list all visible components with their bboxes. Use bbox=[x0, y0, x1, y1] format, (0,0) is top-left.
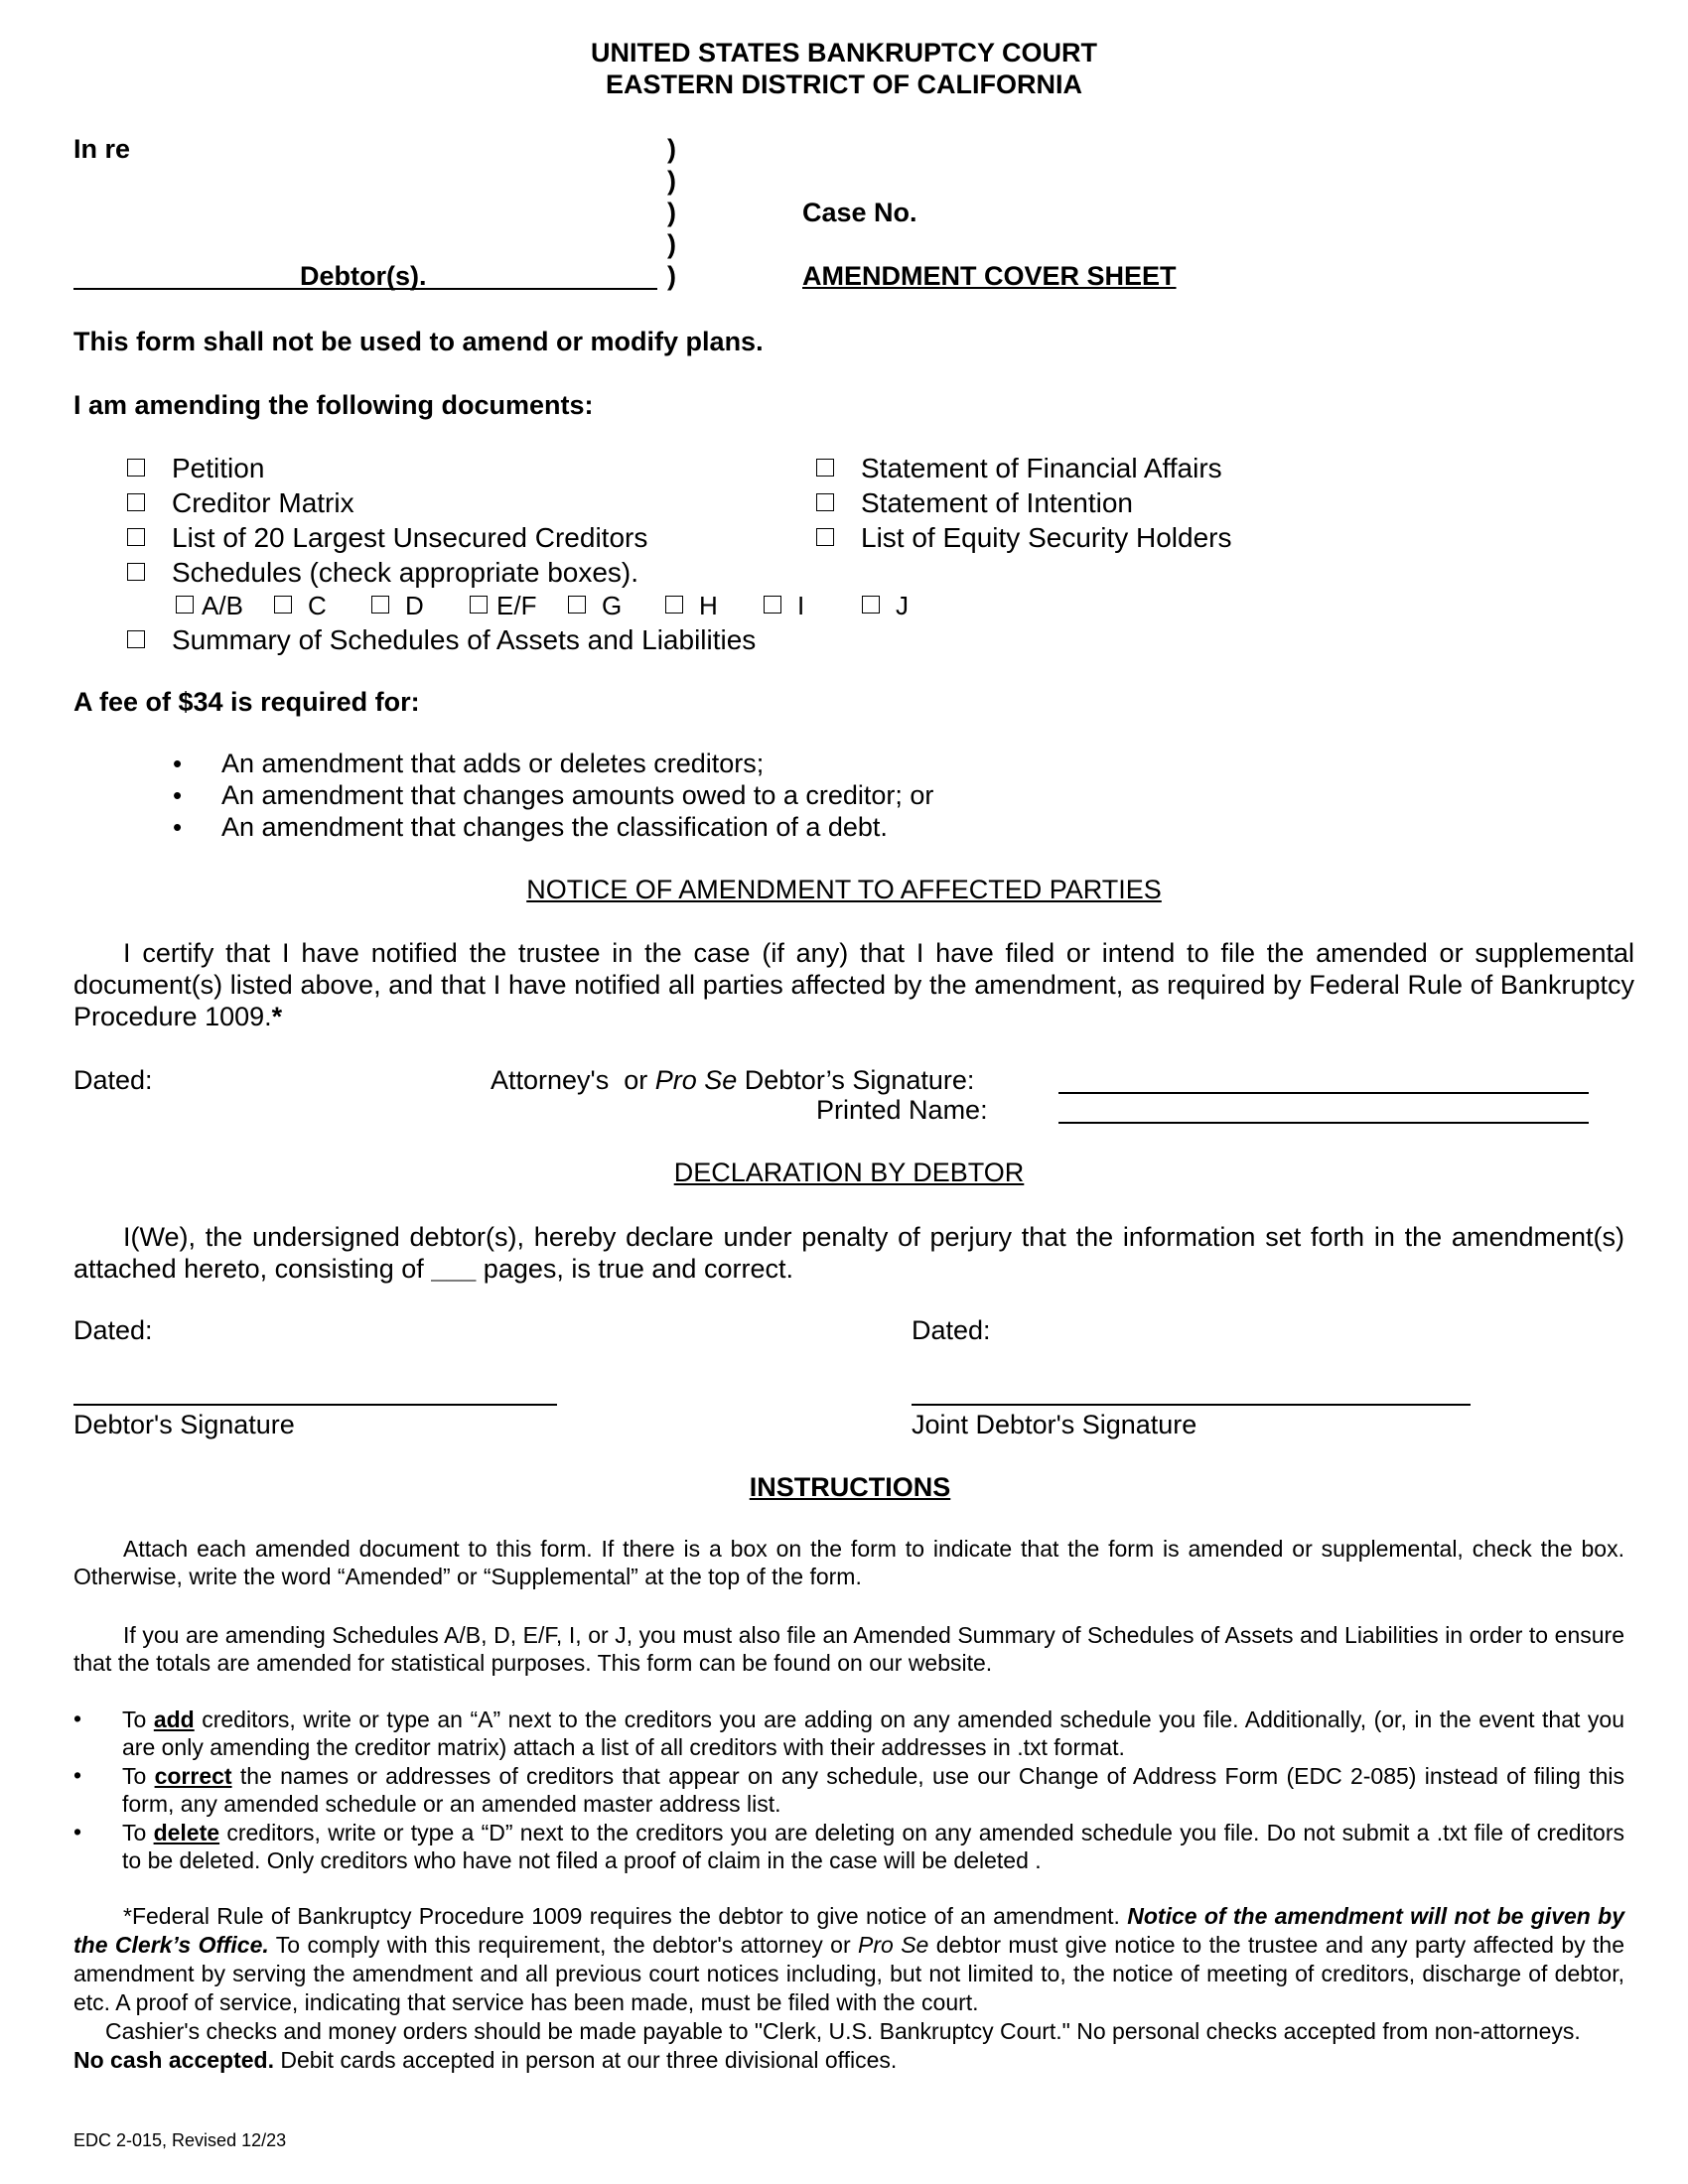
equity-holders-checkbox[interactable] bbox=[816, 528, 834, 546]
notice-body bbox=[73, 937, 1634, 1032]
debtor-dated-label: Dated: bbox=[73, 1315, 153, 1345]
schedule-ab-checkbox[interactable] bbox=[176, 596, 194, 614]
signature-label bbox=[491, 1065, 974, 1096]
form-title: AMENDMENT COVER SHEET bbox=[802, 261, 1177, 291]
instruction-add bbox=[122, 1706, 1624, 1761]
sofa-label: Statement of Financial Affairs bbox=[861, 453, 1222, 483]
signature-label-part: Debtor’s Signature: bbox=[737, 1065, 975, 1095]
signature-label-part: Attorney's or bbox=[491, 1065, 655, 1095]
instruction-text: creditors, write or type an “A” next to the creditors you are adding on any amended schedule you file. Additionally, (or, in the event that you are only amending the creditor matrix) attach a list of all creditors with their addresses in .txt format. bbox=[122, 1706, 1624, 1760]
in-re-label: In re bbox=[73, 134, 131, 164]
debtors-label: Debtor(s). bbox=[300, 261, 427, 291]
caption-paren: ) bbox=[667, 166, 676, 196]
declaration-body bbox=[73, 1221, 1624, 1285]
case-no-label: Case No. bbox=[802, 198, 917, 227]
instruction-text: the names or addresses of creditors that appear on any schedule, use our Change of Address Form (EDC 2-085) instead of filing this form, any amended schedule or an amended master address list. bbox=[122, 1763, 1624, 1817]
payment-text: Cashier's checks and money orders should be made payable to "Clerk, U.S. Bankruptcy Court." No personal checks accepted from non-attorneys. bbox=[105, 2018, 1581, 2044]
schedule-c-label: C bbox=[308, 591, 327, 620]
caption-paren: ) bbox=[667, 229, 676, 259]
notice-dated-label: Dated: bbox=[73, 1065, 153, 1095]
sofa-checkbox[interactable] bbox=[816, 459, 834, 477]
footnote-text: *Federal Rule of Bankruptcy Procedure 1009 requires the debtor to give notice of an amendment. bbox=[123, 1903, 1128, 1929]
schedule-ef-label: E/F bbox=[496, 591, 537, 620]
instruction-delete bbox=[122, 1819, 1624, 1874]
debtor-signature-line[interactable] bbox=[73, 1404, 557, 1406]
bullet-icon: • bbox=[173, 780, 183, 810]
add-keyword: add bbox=[153, 1706, 195, 1732]
instruction-correct bbox=[122, 1762, 1624, 1818]
schedule-h-checkbox[interactable] bbox=[665, 596, 683, 614]
petition-label: Petition bbox=[172, 453, 265, 483]
bullet-icon: • bbox=[173, 812, 183, 842]
schedule-g-label: G bbox=[602, 591, 623, 620]
delete-keyword: delete bbox=[153, 1820, 220, 1845]
instruction-text: creditors, write or type a “D” next to the creditors you are deleting on any amended schedule you file. Do not submit a .txt file of creditors to be deleted. Only creditors who have not filed a proof of claim in the case will be deleted . bbox=[122, 1820, 1624, 1873]
declaration-text: I(We), the undersigned debtor(s), hereby declare under penalty of perjury that the information set forth in the amendment(s) attached hereto, consisting of bbox=[73, 1222, 1624, 1284]
schedule-j-checkbox[interactable] bbox=[862, 596, 880, 614]
schedule-j-label: J bbox=[896, 591, 909, 620]
schedule-g-checkbox[interactable] bbox=[568, 596, 586, 614]
joint-debtor-dated-label: Dated: bbox=[912, 1315, 991, 1345]
declaration-text: pages, is true and correct. bbox=[476, 1254, 793, 1284]
bullet-icon: • bbox=[73, 1706, 82, 1731]
printed-name-label: Printed Name: bbox=[816, 1095, 988, 1125]
payment-note bbox=[73, 2017, 1603, 2075]
instruction-text: To bbox=[122, 1706, 154, 1732]
plans-notice: This form shall not be used to amend or modify plans. bbox=[73, 327, 764, 356]
fee-item: An amendment that adds or deletes creditors; bbox=[221, 749, 765, 778]
amending-heading: I am amending the following documents: bbox=[73, 390, 594, 420]
pro-se-text: Pro Se bbox=[654, 1065, 738, 1095]
bullet-icon: • bbox=[73, 1819, 82, 1844]
fee-item: An amendment that changes the classification of a debt. bbox=[221, 812, 888, 842]
bullet-icon: • bbox=[73, 1762, 82, 1788]
no-cash-text: No cash accepted. bbox=[73, 2047, 274, 2073]
pages-blank[interactable]: ___ bbox=[431, 1254, 477, 1284]
pro-se-text: Pro Se bbox=[858, 1932, 929, 1958]
caption-paren: ) bbox=[667, 198, 676, 227]
caption-paren: ) bbox=[667, 134, 676, 164]
payment-text: Debit cards accepted in person at our three divisional offices. bbox=[273, 2047, 898, 2073]
notice-text: I certify that I have notified the trustee in the case (if any) that I have filed or intend to file the amended or supplemental document(s) listed above, and that I have notified all parties affected by the amendment, as required by Federal Rule of Bankruptcy Procedure 1009. bbox=[73, 938, 1634, 1031]
rule-1009-footnote bbox=[73, 1902, 1624, 2017]
footnote-text: To comply with this requirement, the debtor's attorney or bbox=[268, 1932, 859, 1958]
schedule-d-label: D bbox=[405, 591, 424, 620]
equity-holders-label: List of Equity Security Holders bbox=[861, 522, 1232, 553]
debtor-signature-label: Debtor's Signature bbox=[73, 1410, 295, 1439]
creditor-matrix-checkbox[interactable] bbox=[127, 493, 145, 511]
schedule-c-checkbox[interactable] bbox=[274, 596, 292, 614]
notice-heading: NOTICE OF AMENDMENT TO AFFECTED PARTIES bbox=[526, 875, 1162, 904]
instructions-paragraph: If you are amending Schedules A/B, D, E/F, I, or J, you must also file an Amended Summary of Schedules of Assets and Liabilities in order to ensure that the totals are amended for statistical purposes. This form can be found on our website. bbox=[73, 1622, 1624, 1676]
schedule-ef-checkbox[interactable] bbox=[470, 596, 488, 614]
schedule-h-label: H bbox=[699, 591, 718, 620]
joint-debtor-signature-line[interactable] bbox=[912, 1404, 1471, 1406]
attorney-signature-line[interactable] bbox=[1058, 1092, 1589, 1094]
schedule-ab-label: A/B bbox=[202, 591, 243, 620]
form-number: EDC 2-015, Revised 12/23 bbox=[73, 2130, 287, 2150]
instruction-text: To bbox=[122, 1820, 154, 1845]
printed-name-line[interactable] bbox=[1058, 1122, 1589, 1124]
creditor-matrix-label: Creditor Matrix bbox=[172, 487, 354, 518]
joint-debtor-signature-label: Joint Debtor's Signature bbox=[912, 1410, 1197, 1439]
declaration-heading: DECLARATION BY DEBTOR bbox=[673, 1158, 1025, 1187]
instruction-text: To bbox=[122, 1763, 155, 1789]
fee-heading: A fee of $34 is required for: bbox=[73, 687, 420, 717]
schedule-i-checkbox[interactable] bbox=[764, 596, 781, 614]
statement-intention-checkbox[interactable] bbox=[816, 493, 834, 511]
court-name: UNITED STATES BANKRUPTCY COURT bbox=[590, 38, 1097, 68]
schedule-d-checkbox[interactable] bbox=[371, 596, 389, 614]
schedules-label: Schedules (check appropriate boxes). bbox=[172, 557, 639, 588]
instructions-heading: INSTRUCTIONS bbox=[749, 1472, 951, 1502]
instructions-paragraph: Attach each amended document to this form. If there is a box on the form to indicate that the form is amended or supplemental, check the box. Otherwise, write the word “Amended” or “Supplemental” at the top of the form. bbox=[73, 1536, 1624, 1589]
schedules-checkbox[interactable] bbox=[127, 563, 145, 581]
asterisk: * bbox=[271, 1002, 283, 1031]
district-name: EASTERN DISTRICT OF CALIFORNIA bbox=[606, 69, 1082, 99]
footnote-emphasis: Notice of the amendment will not be given by the Clerk’s Office. bbox=[73, 1903, 1624, 1958]
list-20-creditors-checkbox[interactable] bbox=[127, 528, 145, 546]
caption-paren: ) bbox=[667, 261, 676, 291]
schedule-i-label: I bbox=[797, 591, 805, 620]
summary-label: Summary of Schedules of Assets and Liabilities bbox=[172, 624, 757, 655]
fee-item: An amendment that changes amounts owed to a creditor; or bbox=[221, 780, 934, 810]
bullet-icon: • bbox=[173, 749, 183, 778]
summary-checkbox[interactable] bbox=[127, 630, 145, 648]
statement-intention-label: Statement of Intention bbox=[861, 487, 1133, 518]
correct-keyword: correct bbox=[154, 1763, 232, 1789]
petition-checkbox[interactable] bbox=[127, 459, 145, 477]
footnote-text: debtor must give notice to the trustee and any party affected by the amendment by serving the amendment and all previous court notices including, but not limited to, the notice of meeting of creditors, discharge of debtor, etc. A proof of service, indicating that service has been made, must be filed with the court. bbox=[73, 1932, 1624, 2015]
list-20-creditors-label: List of 20 Largest Unsecured Creditors bbox=[172, 522, 648, 553]
